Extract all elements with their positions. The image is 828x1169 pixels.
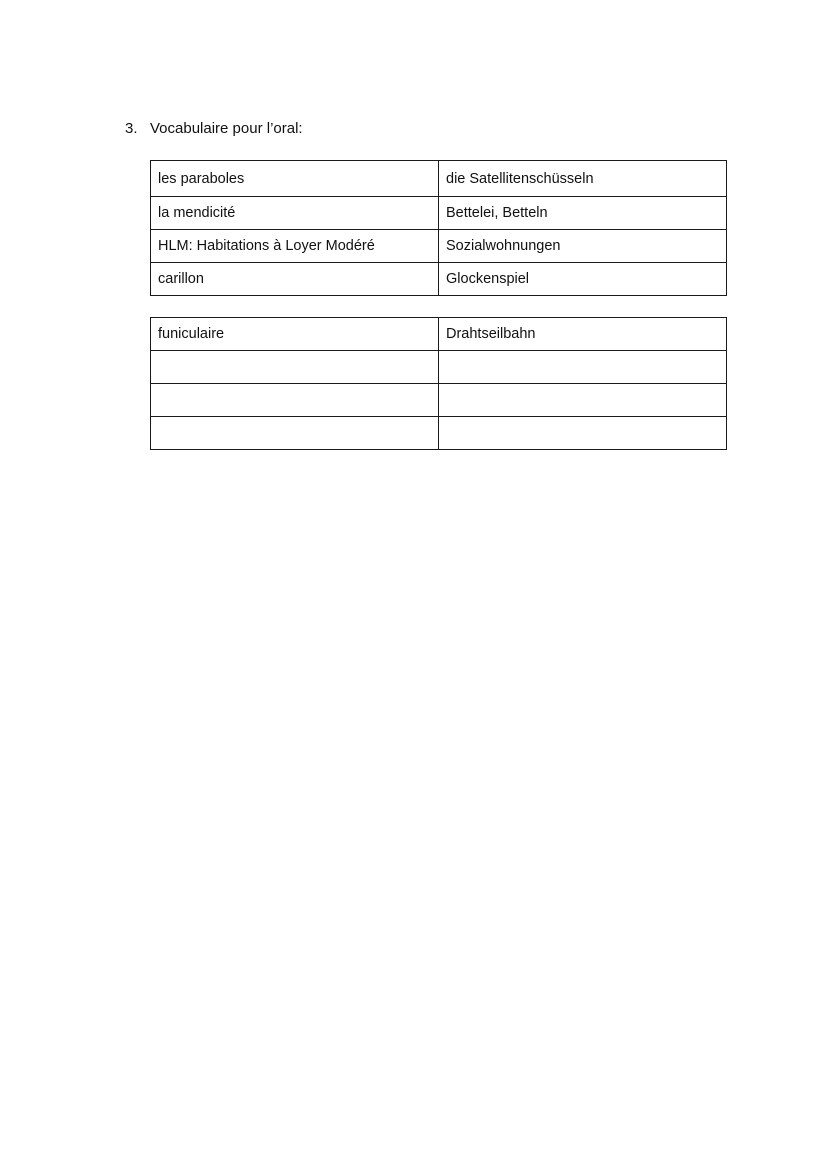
french-term: [151, 417, 439, 450]
vocabulary-table-2: [150, 317, 727, 450]
table-row: [151, 384, 727, 417]
table-row: [151, 161, 727, 197]
french-term: [151, 351, 439, 384]
french-term: funiculaire: [151, 318, 439, 351]
table-row: [151, 351, 727, 384]
table-row: [151, 230, 727, 263]
german-translation: [439, 384, 727, 417]
vocabulary-table-1: [150, 160, 727, 296]
german-translation: Bettelei, Betteln: [439, 197, 727, 230]
german-translation: Glockenspiel: [439, 263, 727, 296]
french-term: les paraboles: [151, 161, 439, 197]
french-term: HLM: Habitations à Loyer Modéré: [151, 230, 439, 263]
section-heading: [125, 120, 303, 138]
table-row: [151, 318, 727, 351]
french-term: carillon: [151, 263, 439, 296]
german-translation: [439, 351, 727, 384]
french-term: la mendicité: [151, 197, 439, 230]
table-row: [151, 263, 727, 296]
german-translation: [439, 417, 727, 450]
german-translation: die Satellitenschüsseln: [439, 161, 727, 197]
section-title: Vocabulaire pour l’oral:: [150, 120, 303, 137]
table-row: [151, 197, 727, 230]
german-translation: Sozialwohnungen: [439, 230, 727, 263]
section-number: 3.: [125, 120, 138, 137]
table-row: [151, 417, 727, 450]
french-term: [151, 384, 439, 417]
german-translation: Drahtseilbahn: [439, 318, 727, 351]
